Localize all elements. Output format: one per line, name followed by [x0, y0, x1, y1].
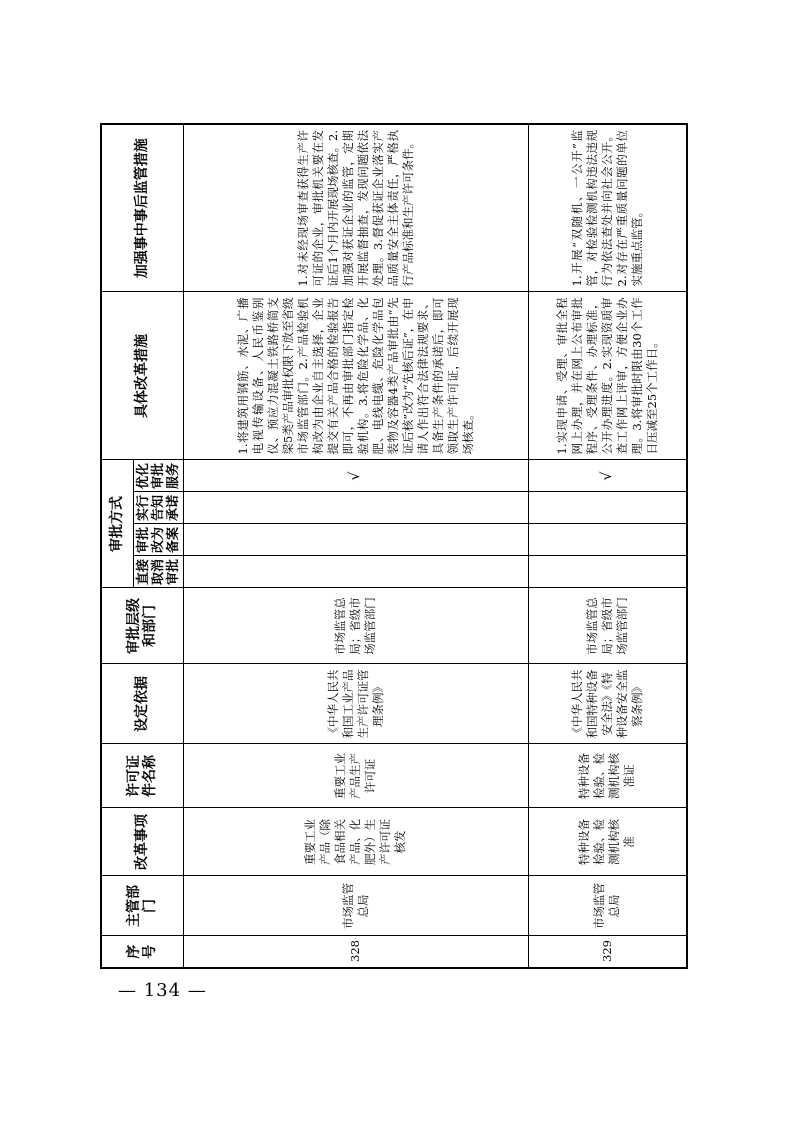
header-seq: 序号 — [101, 936, 183, 968]
header-method-promise: 实行告知承诺 — [133, 492, 183, 524]
page-number-suffix: — — [187, 980, 207, 1001]
header-method: 审批方式 — [101, 460, 133, 588]
page-number-value: 134 — [143, 980, 182, 1001]
row-method-filing — [183, 524, 528, 556]
rotated-table-wrapper — [100, 125, 688, 969]
row-method-cancel — [183, 556, 528, 588]
row-method-cancel — [528, 556, 687, 588]
header-supervision: 加强事中事后监管措施 — [101, 124, 183, 292]
header-department: 主管部门 — [101, 876, 183, 936]
row-method-optimize: √ — [183, 460, 528, 492]
row-department: 市场监管总局 — [528, 876, 687, 936]
row-license-name: 特种设备检验、检测机构核准证 — [528, 744, 687, 808]
row-item: 重要工业产品（除食品相关产品、化肥外）生产许可证核发 — [183, 808, 528, 876]
header-item: 改革事项 — [101, 808, 183, 876]
row-level: 市场监管总局；省级市场监管部门 — [183, 588, 528, 664]
row-seq: 328 — [183, 936, 528, 968]
header-basis: 设定依据 — [101, 664, 183, 744]
header-method-optimize: 优化审批服务 — [133, 460, 183, 492]
row-item: 特种设备检验、检测机构核准 — [528, 808, 687, 876]
row-basis: 《中华人民共和国特种设备安全法》《特种设备安全监察条例》 — [528, 664, 687, 744]
row-supervision: 1.对未经现场审查获得生产许可证的企业，审批机关要在发证后1个月内开展现场核查。2.加强对获证企业的监管，定期开展监督抽查，发现问题依法处理。3.督促获证企业落实产品质量安全主体责任，严格执行产品标准和生产许可条件。 — [183, 124, 528, 292]
row-method-promise — [183, 492, 528, 524]
row-method-promise — [528, 492, 687, 524]
row-method-filing — [528, 524, 687, 556]
row-supervision: 1.开展“双随机、一公开”监管，对检验检测机构违法违规行为依法查处并向社会公开。2.对存在严重质量问题的单位实施重点监管。 — [528, 124, 687, 292]
row-measures: 1.实现申请、受理、审批全程网上办理，并在网上公布审批程序、受理条件、办理标准，公开办理进度。2.实现资质审查工作网上评审，方便企业办理。3.将审批时限由30个工作日压减至25个工作日。 — [528, 292, 687, 460]
table-row — [183, 124, 528, 968]
reform-table — [100, 123, 688, 969]
header-level: 审批层级和部门 — [101, 588, 183, 664]
row-method-optimize: √ — [528, 460, 687, 492]
row-seq: 329 — [528, 936, 687, 968]
table-row — [528, 124, 687, 968]
header-measures: 具体改革措施 — [101, 292, 183, 460]
header-method-filing: 审批改为备案 — [133, 524, 183, 556]
page-number-prefix: — — [118, 980, 137, 1001]
row-level: 市场监管总局；省级市场监管部门 — [528, 588, 687, 664]
row-department: 市场监管总局 — [183, 876, 528, 936]
header-license-name: 许可证件名称 — [101, 744, 183, 808]
row-license-name: 重要工业产品生产许可证 — [183, 744, 528, 808]
page-number — [118, 980, 207, 1001]
row-measures: 1.将建筑用钢筋、水泥、广播电视传输设备、人民币鉴别仪、预应力混凝土铁路桥简支梁5类产品审批权限下放至省级市场监管部门。2.产品检验机构改为由企业自主选择，企业提交有关产品合格的检验报告即可，不再由审批部门指定检验机构。3.将危险化学品、化肥、电线电缆、危险化学品包装物及容器4类产品审批由“先证后核”改为“先核后证”，在申请人作出符合法律法规要求、具备生产条件的承诺后，即可领取生产许可证，后续开展现场核查。 — [183, 292, 528, 460]
header-method-cancel: 直接取消审批 — [133, 556, 183, 588]
row-basis: 《中华人民共和国工业产品生产许可证管理条例》 — [183, 664, 528, 744]
